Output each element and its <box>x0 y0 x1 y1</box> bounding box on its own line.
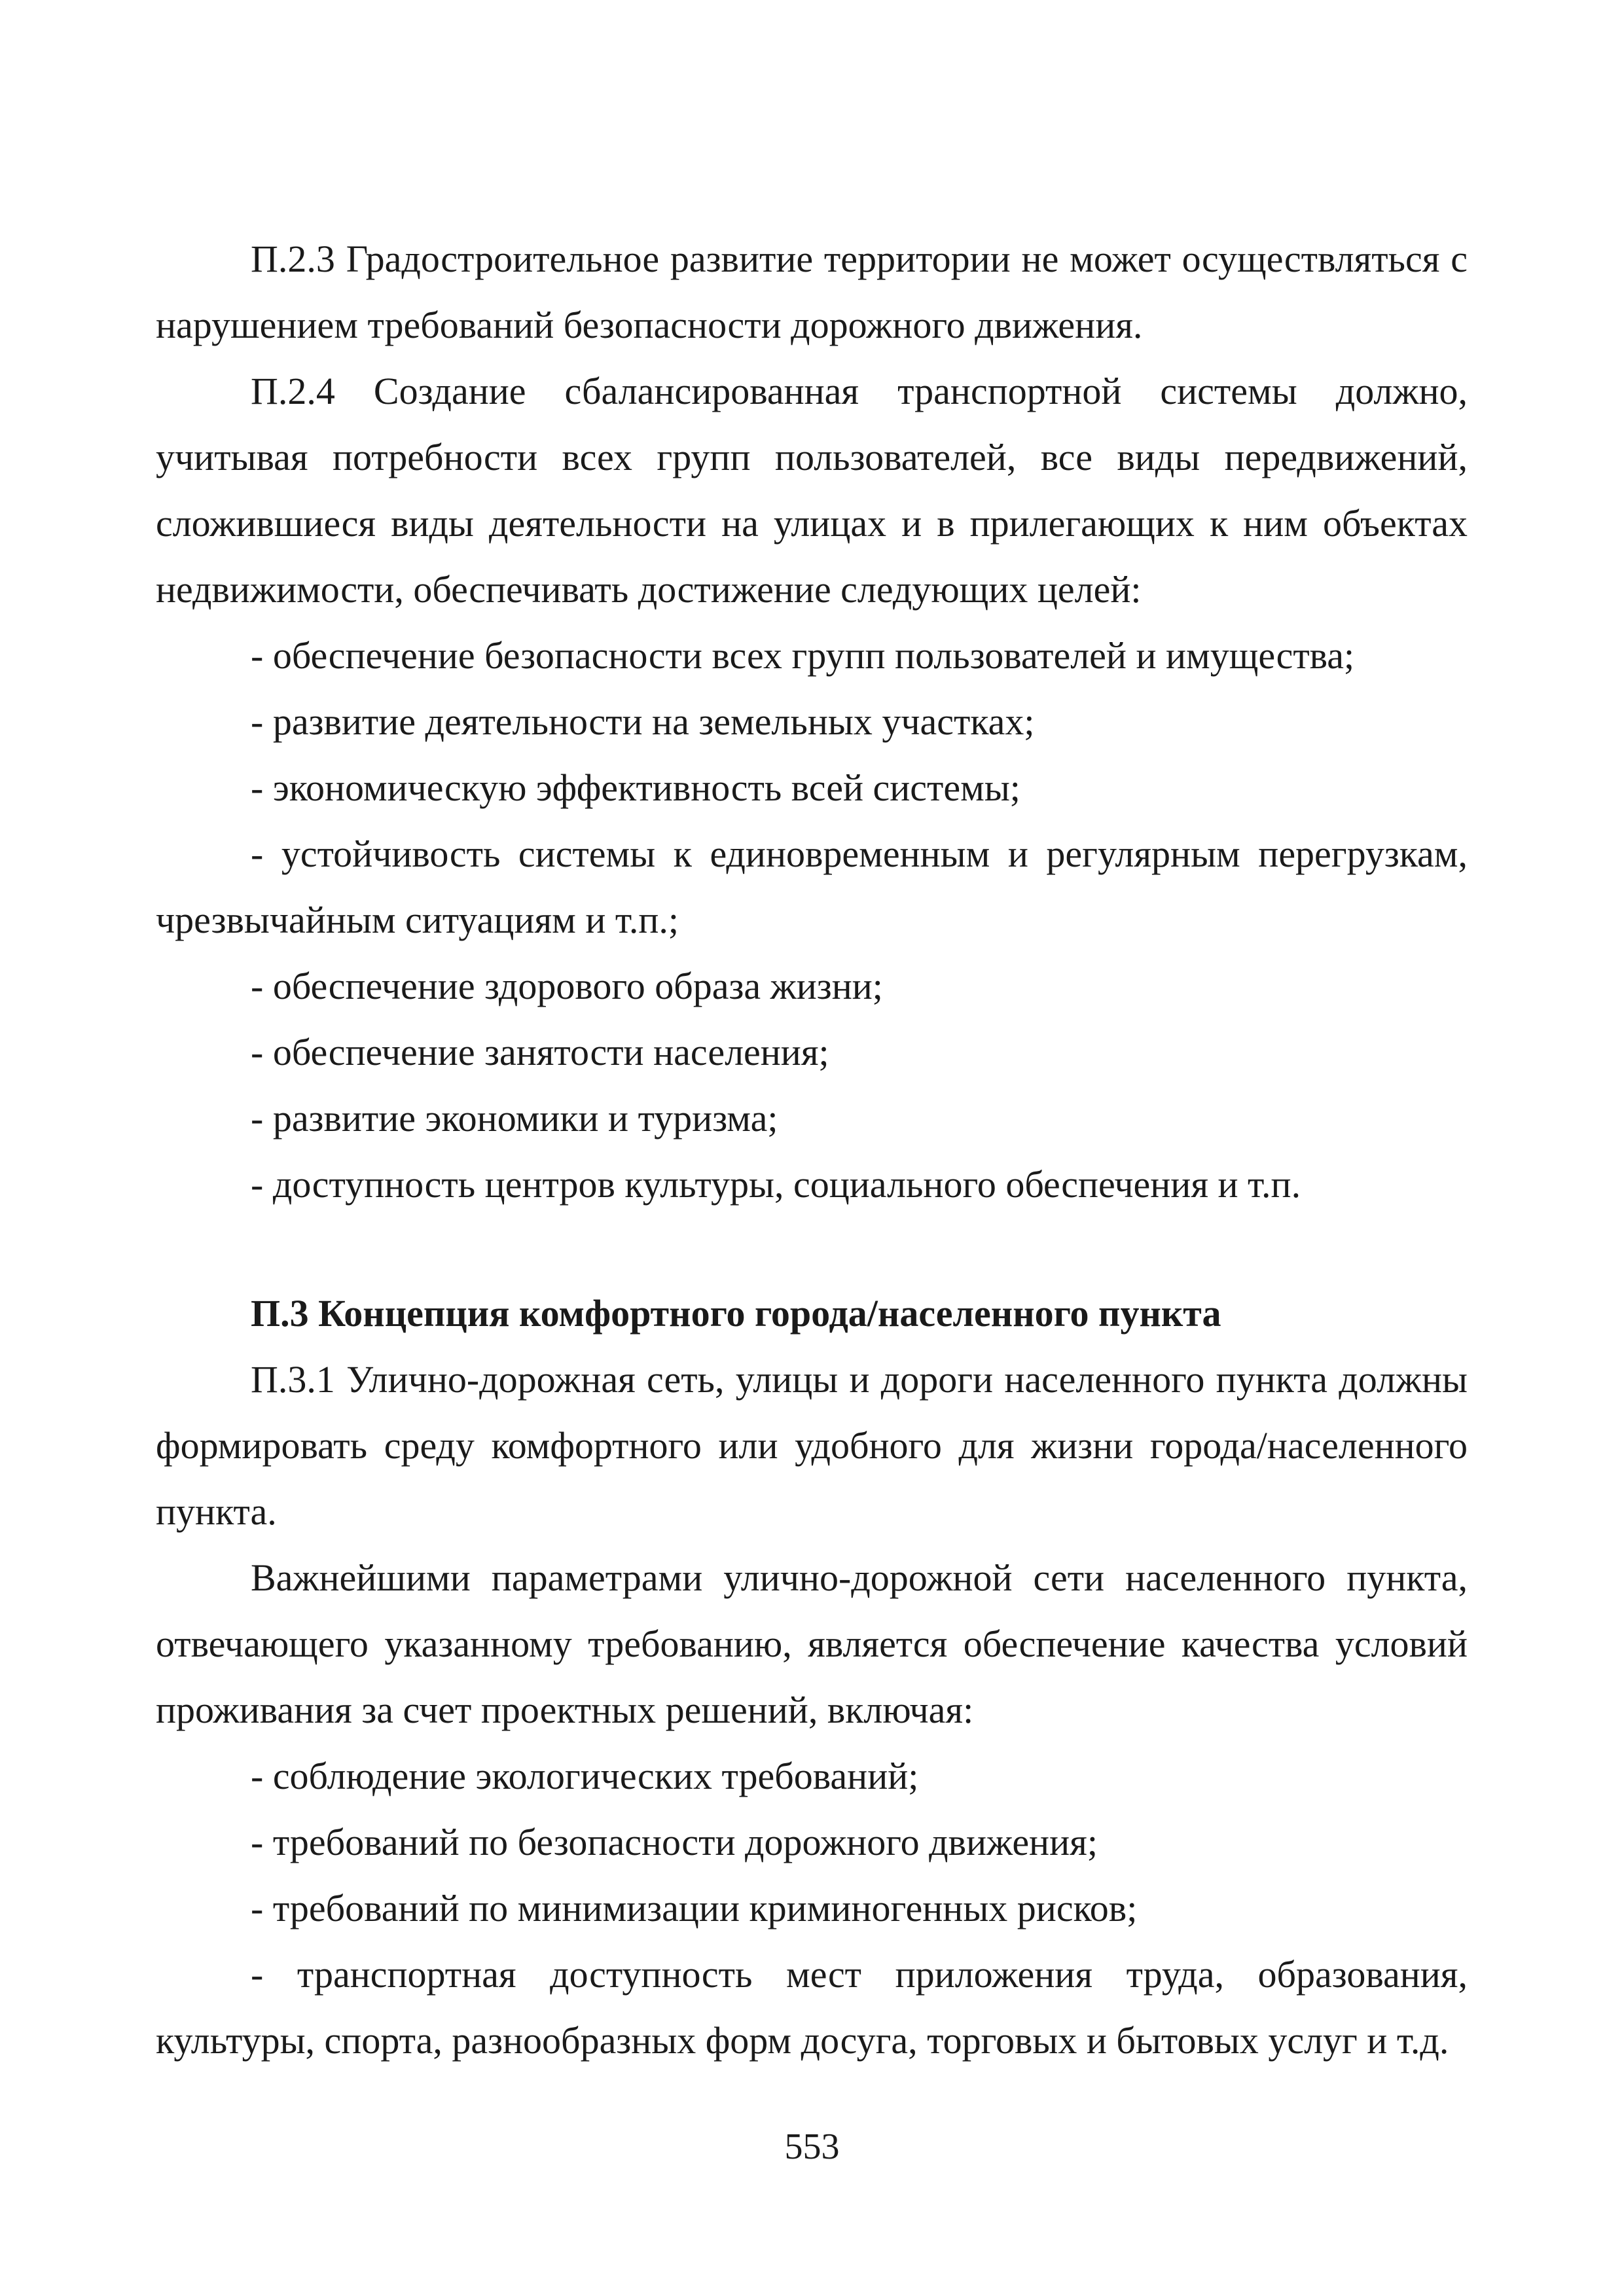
list-item: - развитие экономики и туризма; <box>251 1097 778 1139</box>
list-item: - транспортная доступность мест приложения труда, образования, культуры, спорта, разнообразных форм досуга, торговых и бытовых услуг и т.д. <box>156 1953 1468 2062</box>
paragraph-parameters: Важнейшими параметрами улично-дорожной сети населенного пункта, отвечающего указанному требованию, является обеспечение качества условий проживания за счет проектных решений, включая: <box>156 1556 1468 1731</box>
list-item: - развитие деятельности на земельных участках; <box>251 700 1035 743</box>
list-item: - обеспечение безопасности всех групп пользователей и имущества; <box>251 634 1355 677</box>
page-content <box>156 226 1468 2073</box>
list-item: - устойчивость системы к единовременным и регулярным перегрузкам, чрезвычайным ситуациям и т.п.; <box>156 833 1468 941</box>
list-item: - доступность центров культуры, социального обеспечения и т.п. <box>251 1163 1301 1206</box>
paragraph-2-4: П.2.4 Создание сбалансированная транспортной системы должно, учитывая потребности всех групп пользователей, все виды передвижений, сложившиеся виды деятельности на улицах и в прилегающих к ним объектах недвижимости, обеспечивать достижение следующих целей: <box>156 370 1468 611</box>
list-item: - требований по безопасности дорожного движения; <box>251 1821 1098 1863</box>
list-item: - обеспечение занятости населения; <box>251 1031 829 1073</box>
page-number: 553 <box>784 2126 840 2167</box>
paragraph-3-1: П.3.1 Улично-дорожная сеть, улицы и дороги населенного пункта должны формировать среду комфортного или удобного для жизни города/населенного пункта. <box>156 1358 1468 1533</box>
paragraph-2-3: П.2.3 Градостроительное развитие территории не может осуществляться с нарушением требований безопасности дорожного движения. <box>156 238 1468 346</box>
section-title: П.3 Концепция комфортного города/населенного пункта <box>251 1292 1221 1335</box>
list-item: - экономическую эффективность всей системы; <box>251 766 1020 809</box>
list-item: - обеспечение здорового образа жизни; <box>251 965 883 1007</box>
list-item: - соблюдение экологических требований; <box>251 1755 919 1797</box>
list-item: - требований по минимизации криминогенных рисков; <box>251 1887 1138 1929</box>
